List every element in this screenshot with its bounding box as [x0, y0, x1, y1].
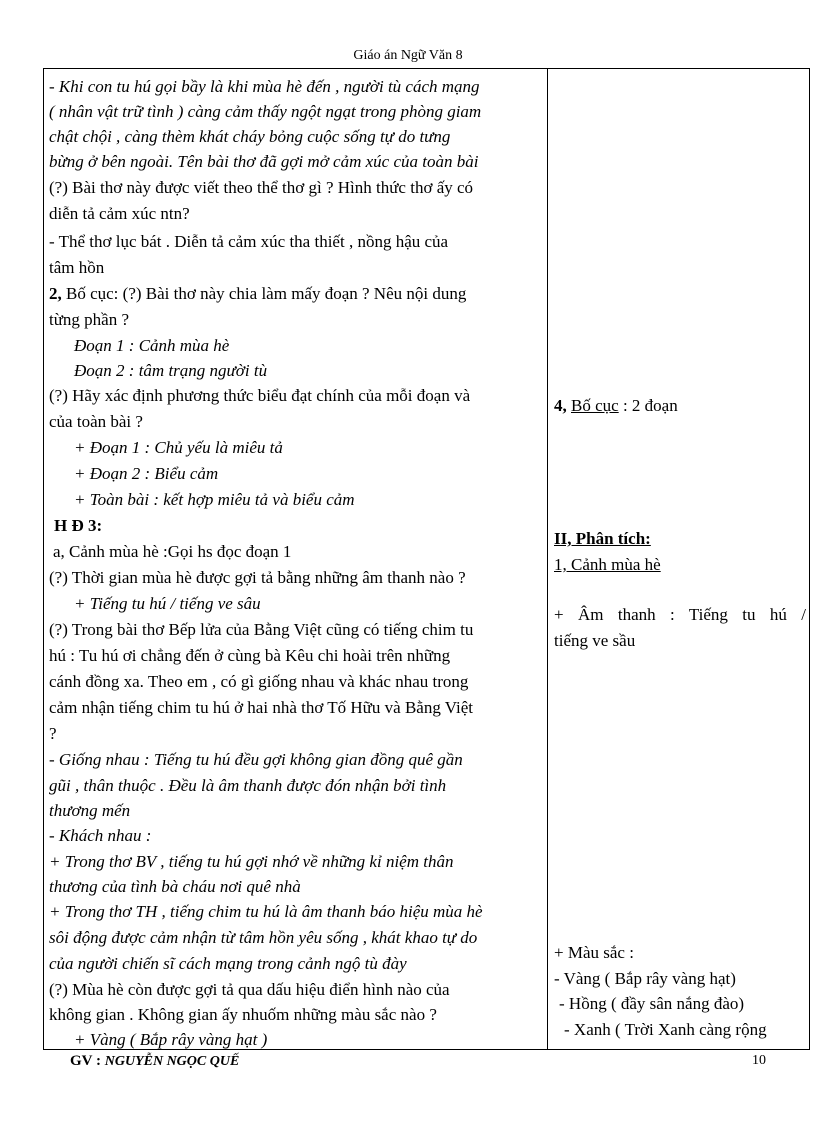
page-number: 10 [752, 1053, 766, 1068]
answer-line: Đoạn 1 : Cảnh mùa hè [74, 336, 230, 355]
question-line: ? [49, 724, 57, 743]
answer-line: thương mến [49, 801, 131, 820]
color-item: - Hồng ( đầy sân nắng đào) [559, 994, 745, 1013]
bocuc-question: Bố cục: (?) Bài thơ này chia làm mấy đoạn ? Nêu nội dung [66, 284, 467, 303]
question-line: (?) Mùa hè còn được gợi tả qua dấu hiệu điển hình nào của [49, 980, 450, 999]
question-line: (?) Bài thơ này được viết theo thể thơ gì ? Hình thức thơ ấy có [49, 178, 474, 197]
question-line: cảm nhận tiếng chim tu hú ở hai nhà thơ Tố Hữu và Bằng Việt [49, 698, 474, 717]
answer-line: + Đoạn 2 : Biểu cảm [74, 464, 219, 483]
lesson-table [43, 68, 810, 1050]
answer-line: gũi , thân thuộc . Đều là âm thanh được đón nhận bởi tình [49, 776, 447, 795]
answer-line: + Toàn bài : kết hợp miêu tả và biểu cảm [74, 490, 355, 509]
teacher-label: GV : [70, 1053, 101, 1069]
page-header: Giáo án Ngữ Văn 8 [353, 48, 463, 63]
answer-line: sôi động được cảm nhận từ tâm hồn yêu sống , khát khao tự do [49, 928, 478, 947]
answer-line: + Vàng ( Bắp rây vàng hạt ) [74, 1030, 268, 1049]
question-line: từng phần ? [49, 310, 130, 329]
color-heading: + Màu sắc : [554, 943, 634, 962]
answer-line: của người chiến sĩ cách mạng trong cảnh ngộ tù đày [49, 954, 407, 973]
answer-line: + Tiếng tu hú / tiếng ve sâu [74, 594, 261, 613]
section-number: 2, [49, 284, 62, 303]
analysis-heading: II, Phân tích: [554, 529, 651, 548]
answer-line: tâm hồn [49, 258, 105, 277]
answer-line: thương của tình bà cháu nơi quê nhà [49, 877, 301, 896]
question-line: của toàn bài ? [49, 412, 143, 431]
bocuc-summary [554, 395, 678, 417]
bocuc-value: : 2 đoạn [622, 396, 678, 415]
question-line: (?) Thời gian mùa hè được gợi tả bằng những âm thanh nào ? [49, 568, 466, 587]
answer-line: - Giống nhau : Tiếng tu hú đều gợi không gian đồng quê gần [49, 750, 463, 769]
answer-line: - Thể thơ lục bát . Diễn tả cảm xúc tha thiết , nồng hậu của [49, 232, 449, 251]
answer-line: Đoạn 2 : tâm trạng người tù [74, 361, 268, 380]
question-line: hú : Tu hú ơi chẳng đến ở cùng bà Kêu chi hoài trên những [49, 646, 451, 665]
question-line: (?) Hãy xác định phương thức biểu đạt chính của mỗi đoạn và [49, 386, 471, 405]
question-line: cánh đồng xa. Theo em , có gì giống nhau và khác nhau trong [49, 672, 469, 691]
column-divider [547, 69, 548, 1049]
text-line: bừng ở bên ngoài. Tên bài thơ đã gợi mở cảm xúc của toàn bài [49, 152, 479, 171]
footer-teacher [70, 1053, 239, 1070]
color-item: - Vàng ( Bắp rây vàng hạt) [554, 969, 736, 988]
text-line: - Khi con tu hú gọi bầy là khi mùa hè đến , người tù cách mạng [49, 77, 480, 96]
text-line: ( nhân vật trữ tình ) càng cảm thấy ngột ngạt trong phòng giam [49, 102, 482, 121]
summer-scene-heading: 1, Cảnh mùa hè [554, 555, 661, 574]
answer-line: + Đoạn 1 : Chủ yếu là miêu tả [74, 438, 283, 457]
question-line [49, 283, 466, 305]
sound-note: tiếng ve sầu [554, 631, 636, 650]
teacher-name: NGUYỄN NGỌC QUẾ [104, 1054, 240, 1069]
subsection-heading: a, Cảnh mùa hè :Gọi hs đọc đoạn 1 [53, 542, 292, 561]
question-line: diễn tả cảm xúc ntn? [49, 204, 190, 223]
answer-line: + Trong thơ BV , tiếng tu hú gợi nhớ về những kỉ niệm thân [49, 852, 454, 871]
question-line: không gian . Không gian ấy nhuốm những màu sắc nào ? [49, 1005, 437, 1024]
answer-line: + Trong thơ TH , tiếng chim tu hú là âm thanh báo hiệu mùa hè [49, 902, 483, 921]
bocuc-label: Bố cục [571, 396, 619, 415]
color-item: - Xanh ( Trời Xanh càng rộng [564, 1020, 767, 1039]
activity-heading: H Đ 3: [54, 516, 103, 535]
text-line: chật chội , càng thèm khát cháy bỏng cuộc sống tự do tưng [49, 127, 451, 146]
question-line: (?) Trong bài thơ Bếp lửa của Bằng Việt cũng có tiếng chim tu [49, 620, 474, 639]
sound-note: + Âm thanh : Tiếng tu hú / [554, 605, 806, 624]
answer-line: - Khách nhau : [49, 826, 152, 845]
section-number: 4, [554, 396, 567, 415]
